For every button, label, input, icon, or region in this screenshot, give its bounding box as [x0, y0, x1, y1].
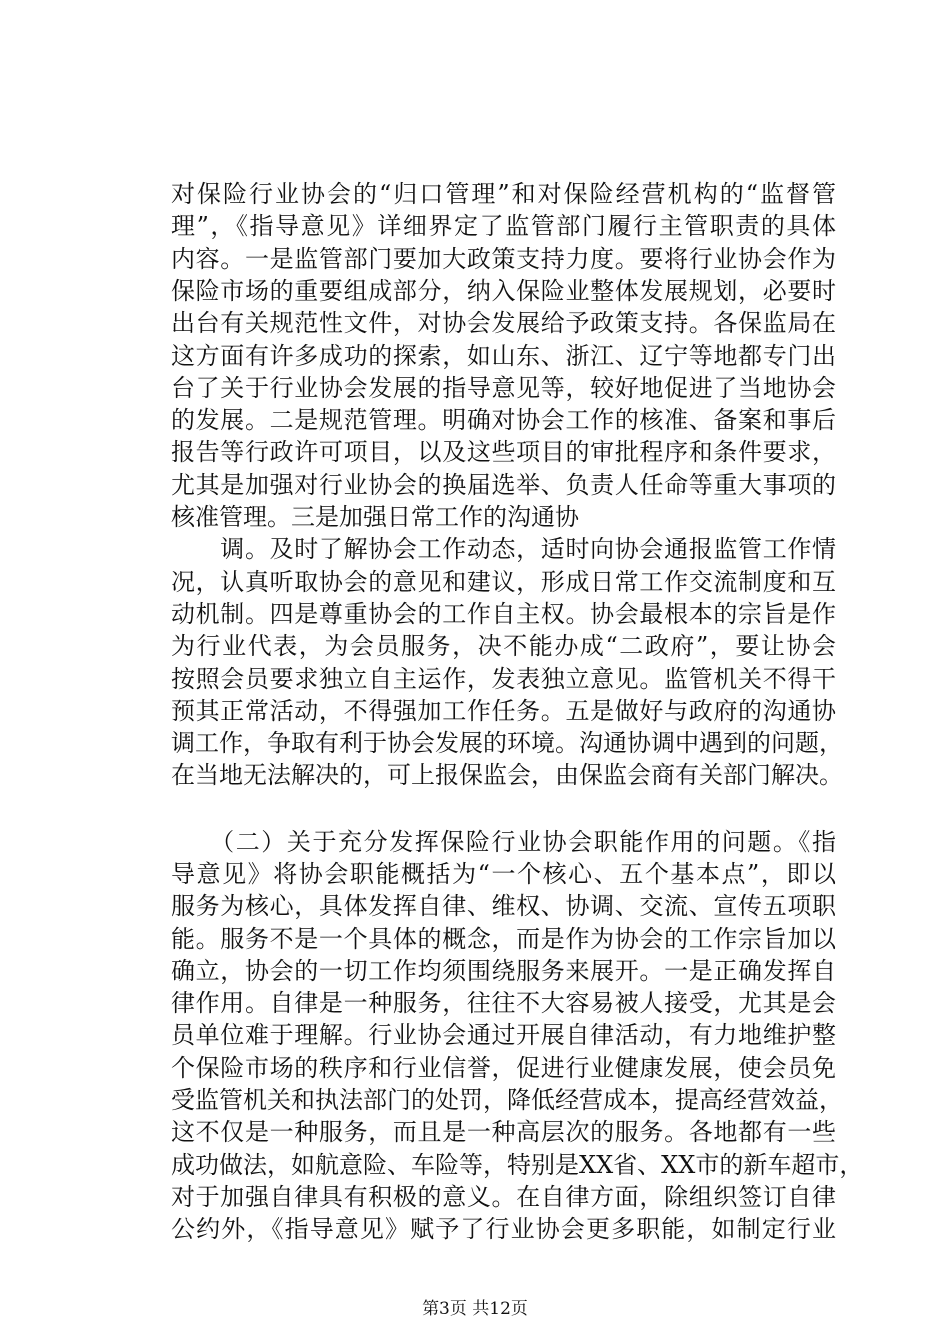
text-line: 这方面有许多成功的探索，如山东、浙江、辽宁等地都专门出: [171, 342, 836, 370]
text-line: 理”，《指导意见》详细界定了监管部门履行主管职责的具体: [171, 212, 836, 240]
text-line: 对保险行业协会的“归口管理”和对保险经营机构的“监督管: [171, 180, 836, 208]
text-line: （二）关于充分发挥保险行业协会职能作用的问题。《指: [171, 828, 836, 856]
text-line: 导意见》将协会职能概括为“一个核心、五个基本点”，即以: [171, 860, 836, 888]
text-line: 这不仅是一种服务，而且是一种高层次的服务。各地都有一些: [171, 1118, 836, 1146]
text-line: 调工作，争取有利于协会发展的环境。沟通协调中遇到的问题，: [171, 729, 843, 757]
text-line: 台了关于行业协会发展的指导意见等，较好地促进了当地协会: [171, 374, 836, 402]
text-line: 为行业代表，为会员服务，决不能办成“二政府”，要让协会: [171, 632, 836, 660]
page-number-footer: 第3页 共12页: [422, 1299, 528, 1319]
text-line: 预其正常活动，不得强加工作任务。五是做好与政府的沟通协: [171, 697, 836, 725]
text-line: 确立，协会的一切工作均须围绕服务来展开。一是正确发挥自: [171, 957, 836, 985]
text-line: 对于加强自律具有积极的意义。在自律方面，除组织签订自律: [171, 1183, 836, 1211]
text-line: 律作用。自律是一种服务，往往不大容易被人接受，尤其是会: [171, 989, 836, 1017]
text-line: 员单位难于理解。行业协会通过开展自律活动，有力地维护整: [171, 1021, 836, 1049]
text-line: 内容。一是监管部门要加大政策支持力度。要将行业协会作为: [171, 245, 836, 273]
text-line: 动机制。四是尊重协会的工作自主权。协会最根本的宗旨是作: [171, 600, 836, 628]
text-line: 的发展。二是规范管理。明确对协会工作的核准、备案和事后: [171, 406, 836, 434]
text-line: 服务为核心，具体发挥自律、维权、协调、交流、宣传五项职: [171, 892, 836, 920]
text-line: 保险市场的重要组成部分，纳入保险业整体发展规划，必要时: [171, 277, 836, 305]
text-line: 受监管机关和执法部门的处罚，降低经营成本，提高经营效益，: [171, 1086, 843, 1114]
text-line: 报告等行政许可项目，以及这些项目的审批程序和条件要求，: [171, 438, 836, 466]
text-line: 尤其是加强对行业协会的换届选举、负责人任命等重大事项的: [171, 471, 836, 499]
text-line: 况，认真听取协会的意见和建议，形成日常工作交流制度和互: [171, 568, 836, 596]
text-line: 调。及时了解协会工作动态，适时向协会通报监管工作情: [171, 535, 836, 563]
text-line: 按照会员要求独立自主运作，发表独立意见。监管机关不得干: [171, 665, 836, 693]
text-line: 出台有关规范性文件，对协会发展给予政策支持。各保监局在: [171, 309, 836, 337]
text-line: 能。服务不是一个具体的概念，而是作为协会的工作宗旨加以: [171, 925, 836, 953]
text-line: 个保险市场的秩序和行业信誉，促进行业健康发展，使会员免: [171, 1054, 836, 1082]
text-line: 公约外，《指导意见》赋予了行业协会更多职能，如制定行业: [171, 1215, 836, 1243]
text-line: 在当地无法解决的，可上报保监会，由保监会商有关部门解决。: [171, 761, 843, 789]
text-line: 成功做法，如航意险、车险等，特别是XX省、XX市的新车超市，: [171, 1151, 864, 1179]
text-line: 核准管理。三是加强日常工作的沟通协: [171, 503, 579, 531]
